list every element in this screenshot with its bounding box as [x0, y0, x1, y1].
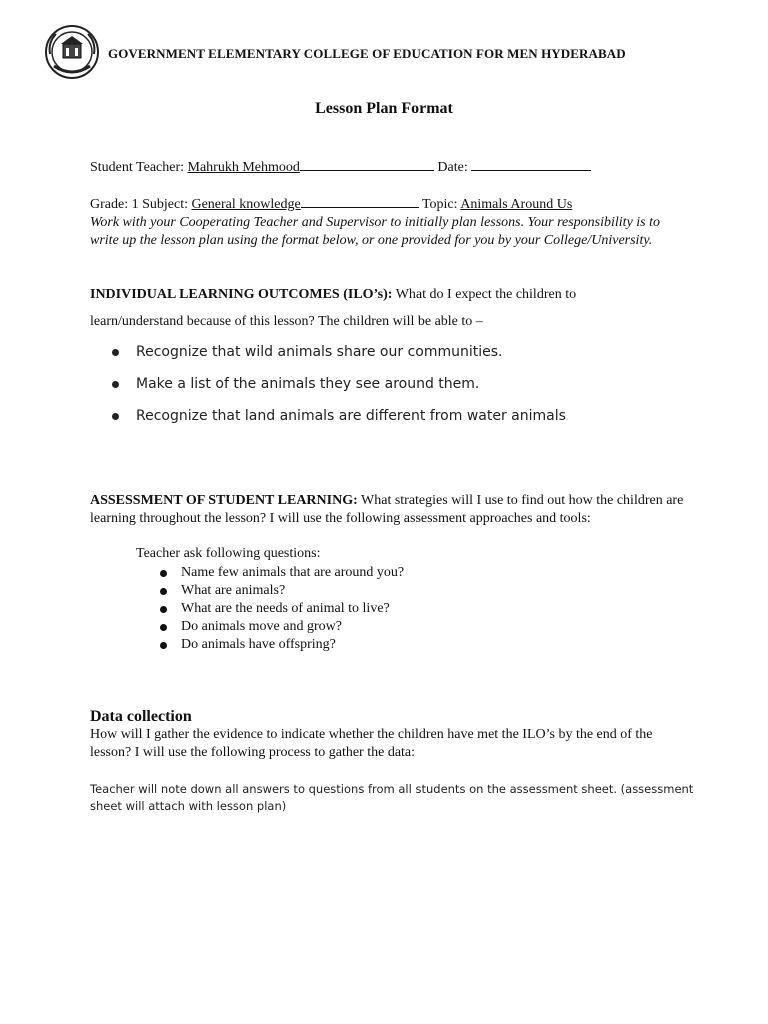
ilo-question: What do I expect the children to — [392, 287, 577, 302]
list-item — [112, 376, 566, 408]
assessment-question-list — [160, 564, 404, 654]
topic-label: Topic: — [421, 197, 461, 212]
list-item-text: Do animals move and grow? — [181, 619, 342, 634]
date-value — [471, 158, 591, 171]
list-item — [112, 344, 566, 376]
ilo-heading: INDIVIDUAL LEARNING OUTCOMES (ILO’s): — [90, 287, 393, 302]
date-label: Date: — [437, 160, 472, 175]
grade-subject-topic-row — [90, 195, 572, 213]
list-item-text: Make a list of the animals they see around them. — [136, 376, 480, 392]
college-crest-icon — [44, 24, 100, 80]
subject-blank — [301, 195, 419, 208]
list-item-text: Recognize that land animals are different from water animals — [136, 408, 566, 424]
list-item — [160, 582, 404, 600]
bullet-icon — [112, 349, 119, 356]
bullet-icon — [160, 624, 167, 631]
student-teacher-label: Student Teacher: — [90, 160, 188, 175]
bullet-icon — [112, 413, 119, 420]
bullet-icon — [160, 606, 167, 613]
bullet-icon — [160, 588, 167, 595]
bullet-icon — [160, 570, 167, 577]
subject-value: General knowledge — [191, 197, 301, 212]
bullet-icon — [112, 381, 119, 388]
list-item-text: Recognize that wild animals share our communities. — [136, 344, 503, 360]
ilo-list — [112, 344, 566, 440]
list-item — [160, 564, 404, 582]
list-item — [160, 618, 404, 636]
grade-label: Grade: 1 Subject: — [90, 197, 192, 212]
data-collection-note: Teacher will note down all answers to questions from all students on the assessment sheet. (assessment sheet will attach with lesson plan) — [90, 782, 694, 813]
student-teacher-blank — [300, 158, 434, 171]
student-teacher-value: Mahrukh Mehmood — [187, 160, 300, 175]
college-name: GOVERNMENT ELEMENTARY COLLEGE OF EDUCATION FOR MEN HYDERABAD — [108, 46, 626, 61]
list-item-text: Name few animals that are around you? — [181, 565, 405, 580]
list-item-text: What are animals? — [181, 583, 286, 598]
page-title: Lesson Plan Format — [315, 100, 453, 117]
assessment-intro: Teacher ask following questions: — [136, 546, 321, 561]
assessment-paragraph — [90, 492, 690, 528]
assessment-question: What strategies will I use to find out how the children are learning throughout the lesson? I will use the following assessment approaches and tools: — [90, 493, 684, 526]
list-item — [160, 636, 404, 654]
list-item-text: Do animals have offspring? — [181, 637, 336, 652]
data-collection-heading: Data collection — [90, 708, 192, 725]
topic-value: Animals Around Us — [460, 197, 573, 212]
instructions-text: Work with your Cooperating Teacher and Supervisor to initially plan lessons. Your responsibility is to write up the lesson plan using the format below, or one provided for you by your College/University. — [90, 215, 661, 248]
student-teacher-row — [90, 158, 591, 176]
ilo-continuation: learn/understand because of this lesson? The children will be able to – — [90, 314, 483, 329]
assessment-heading: ASSESSMENT OF STUDENT LEARNING: — [90, 493, 358, 508]
bullet-icon — [160, 642, 167, 649]
list-item — [112, 408, 566, 440]
list-item-text: What are the needs of animal to live? — [181, 601, 390, 616]
list-item — [160, 600, 404, 618]
ilo-heading-line — [90, 287, 576, 303]
data-collection-question: How will I gather the evidence to indicate whether the children have met the ILO’s by the end of the lesson? I will use the following process to gather the data: — [90, 727, 653, 760]
